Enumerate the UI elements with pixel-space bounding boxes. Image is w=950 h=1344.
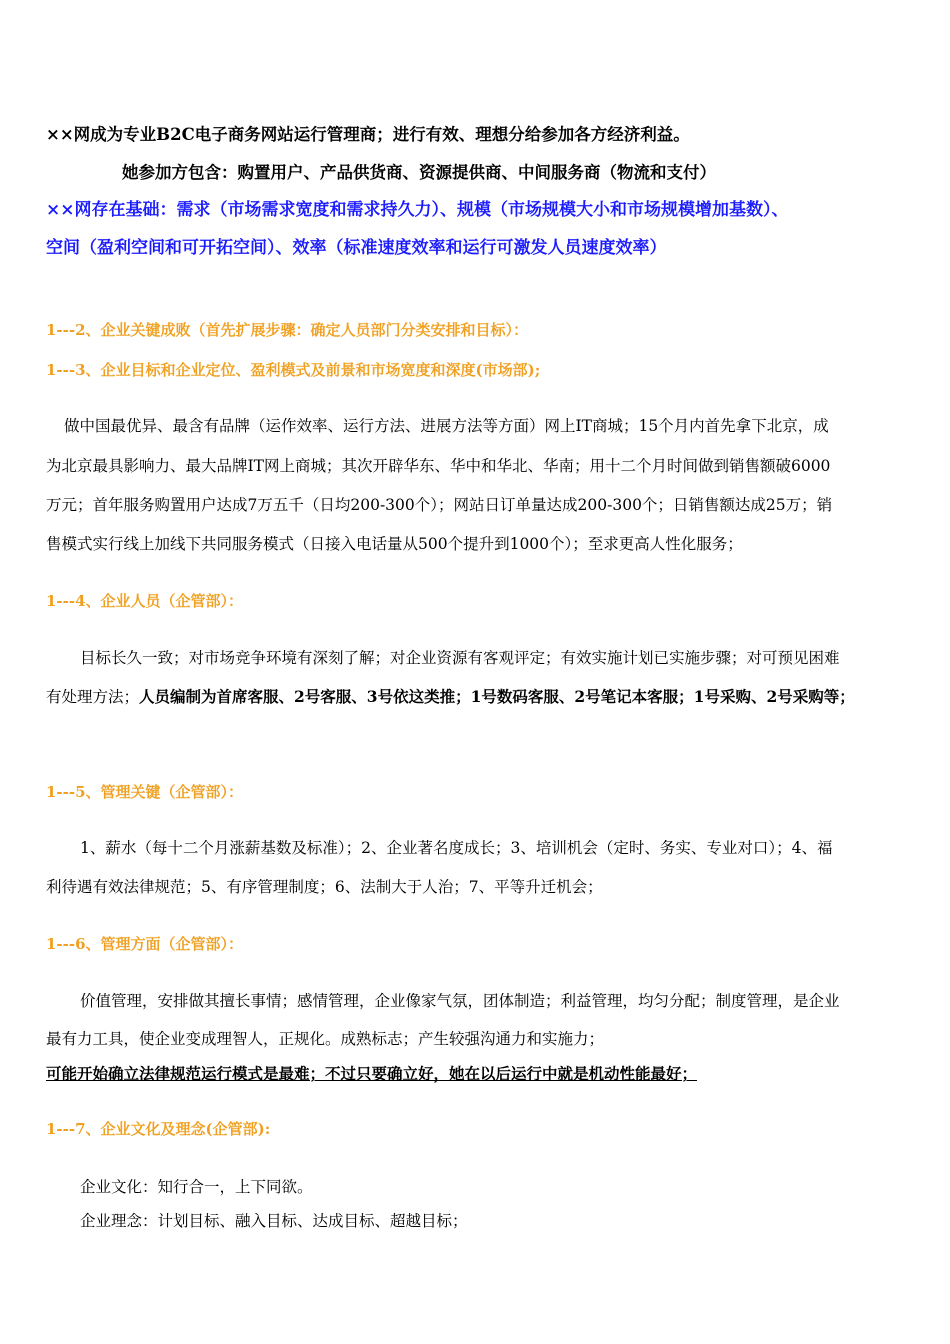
- section-4-para-bold: 人员编制为首席客服、2号客服、3号依这类推；1号数码客服、2号笔记本客服；1号采购、2号采购等；: [139, 687, 855, 706]
- section-7-heading: 1---7、企业文化及理念(企管部):: [46, 1120, 271, 1138]
- section-3-para-line-3: 万元；首年服务购置用户达成7万五千（日均200-300个）；网站日订单量达成200-300个；日销售额达成25万；销: [46, 496, 833, 514]
- section-5-para-line-2: 利待遇有效法律规范；5、有序管理制度；6、法制大于人治；7、平等升迁机会；: [46, 878, 603, 896]
- section-3-heading: 1---3、企业目标和企业定位、盈利模式及前景和市场宽度和深度(市场部);: [46, 361, 541, 379]
- section-6-para-line-1: 价值管理，安排做其擅长事情；感情管理，企业像家气氛，团体制造；利益管理，均匀分配；制度管理，是企业: [80, 992, 840, 1010]
- section-6-para-line-3: 可能开始确立法律规范运行模式是最难；不过只要确立好，她在以后运行中就是机动性能最好；: [46, 1064, 698, 1083]
- section-2-heading: 1---2、企业关键成败（首先扩展步骤：确定人员部门分类安排和目标）：: [46, 321, 529, 339]
- section-6-heading: 1---6、管理方面（企管部）：: [46, 935, 244, 953]
- section-4-para-line-1: 目标长久一致；对市场竞争环境有深刻了解；对企业资源有客观评定；有效实施计划已实施步骤；对可预见困难: [80, 649, 840, 667]
- section-5-para-line-1: 1、薪水（每十二个月涨薪基数及标准）；2、企业著名度成长；3、培训机会（定时、务实、专业对口）；4、福: [80, 839, 833, 857]
- intro-line-2: 她参加方包含：购置用户、产品供货商、资源提供商、中间服务商（物流和支付）: [122, 163, 716, 182]
- section-4-para-normal: 有处理方法；: [46, 688, 140, 706]
- section-6-para-line-2: 最有力工具，使企业变成理智人，正规化。成熟标志；产生较强沟通力和实施力；: [46, 1030, 605, 1048]
- intro-line-4: 空间（盈利空间和可开拓空间）、效率（标准速度效率和运行可激发人员速度效率）: [46, 238, 667, 258]
- section-4-para-line-2: [46, 686, 855, 708]
- section-5-heading: 1---5、管理关键（企管部）：: [46, 783, 244, 801]
- section-7-para-line-1: 企业文化：知行合一，上下同欲。: [80, 1178, 313, 1196]
- section-3-para-line-1: 做中国最优异、最含有品牌（运作效率、运行方法、进展方法等方面）网上IT商城；15个月内首先拿下北京，成: [64, 417, 829, 435]
- section-4-heading: 1---4、企业人员（企管部）：: [46, 592, 244, 610]
- section-3-para-line-4: 售模式实行线上加线下共同服务模式（日接入电话量从500个提升到1000个）；至求更高人性化服务；: [46, 535, 743, 553]
- intro-line-1: ××网成为专业B2C电子商务网站运行管理商；进行有效、理想分给参加各方经济利益。: [46, 125, 690, 144]
- section-7-para-line-2: 企业理念：计划目标、融入目标、达成目标、超越目标；: [80, 1212, 468, 1230]
- section-3-para-line-2: 为北京最具影响力、最大品牌IT网上商城；其次开辟华东、华中和华北、华南；用十二个月时间做到销售额破6000: [46, 457, 831, 475]
- intro-line-3: ××网存在基础：需求（市场需求宽度和需求持久力）、规模（市场规模大小和市场规模增加基数）、: [46, 200, 789, 220]
